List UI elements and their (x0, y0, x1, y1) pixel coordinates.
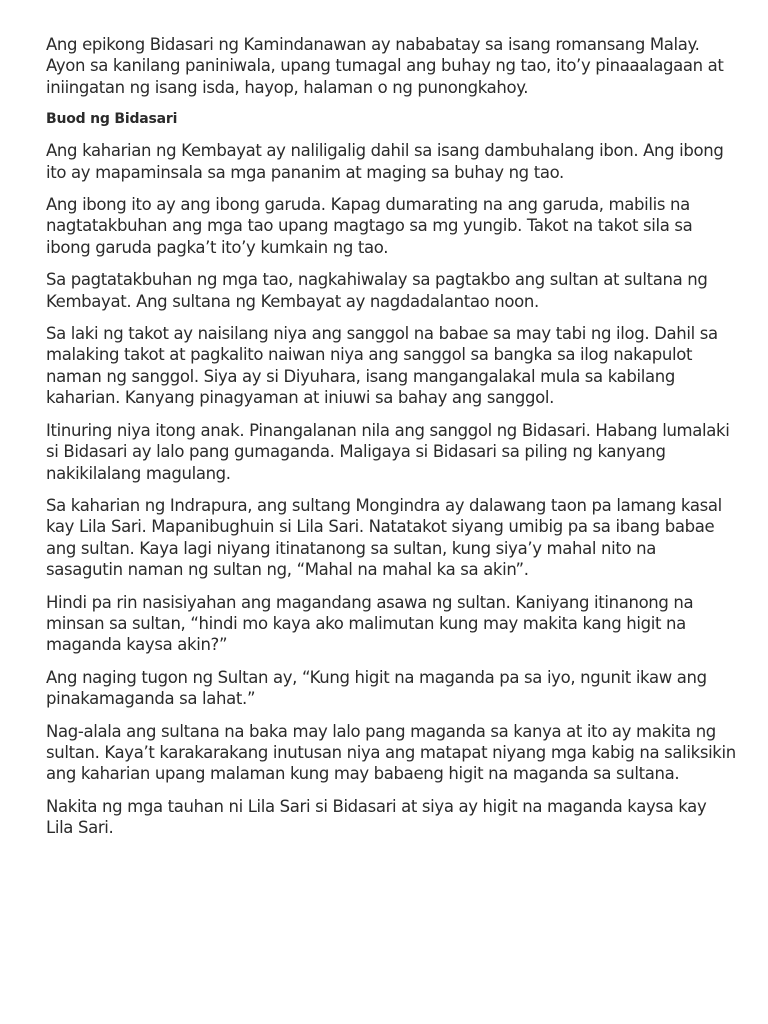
intro-paragraph: Ang epikong Bidasari ng Kamindanawan ay nababatay sa isang romansang Malay. Ayon sa kanilang paniniwala, upang tumagal ang buhay ng tao, ito’y pinaaalagaan at iniingatan ng isang isda, hayop, halaman o ng punongkahoy. (46, 35, 724, 97)
section-heading: Buod ng Bidasari (46, 111, 178, 128)
paragraph-5: Itinuring niya itong anak. Pinangalanan nila ang sanggol ng Bidasari. Habang lumalaki si Bidasari ay lalo pang gumaganda. Maligaya si Bidasari sa piling ng kanyang nakikilalang magulang. (46, 420, 730, 483)
paragraph-9: Nag-alala ang sultana na baka may lalo pang maganda sa kanya at ito ay makita ng sultan. Kaya’t karakarakang inutusan niya ang matapat niyang mga kabig na saliksikin ang kaharian upang malaman kung may babaeng higit na maganda sa sultana. (46, 721, 736, 784)
paragraph-2: Ang ibong ito ay ang ibong garuda. Kapag dumarating na ang garuda, mabilis na nagtatakbuhan ang mga tao upang magtago sa mg yungib. Takot na takot sila sa ibong garuda pagka’t ito’y kumkain ng tao. (46, 195, 693, 257)
paragraph-3: Sa pagtatakbuhan ng mga tao, nagkahiwalay sa pagtakbo ang sultan at sultana ng Kembayat. Ang sultana ng Kembayat ay nagdadalantao noon. (46, 270, 708, 311)
paragraph-7: Hindi pa rin nasisiyahan ang magandang asawa ng sultan. Kaniyang itinanong na minsan sa sultan, “hindi mo kaya ako malimutan kung may makita kang higit na maganda kaysa akin?” (46, 592, 694, 655)
paragraph-4: Sa laki ng takot ay naisilang niya ang sanggol na babae sa may tabi ng ilog. Dahil sa malaking takot at pagkalito naiwan niya ang sanggol sa bangka sa ilog nakapulot naman ng sanggol. Siya ay si Diyuhara, isang mangangalakal mula sa kabilang kaharian. Kanyang pinagyaman at iniuwi sa bahay ang sanggol. (46, 324, 718, 408)
paragraph-8: Ang naging tugon ng Sultan ay, “Kung higit na maganda pa sa iyo, ngunit ikaw ang pinakamaganda sa lahat.” (46, 667, 707, 709)
paragraph-1: Ang kaharian ng Kembayat ay naliligalig dahil sa isang dambuhalang ibon. Ang ibong ito ay mapaminsala sa mga pananim at maging sa buhay ng tao. (46, 141, 724, 182)
paragraph-6: Sa kaharian ng Indrapura, ang sultang Mongindra ay dalawang taon pa lamang kasal kay Lila Sari. Mapanibughuin si Lila Sari. Natatakot siyang umibig pa sa ibang babae ang sultan. Kaya lagi niyang itinatanong sa sultan, kung siya’y mahal nito na sasagutin naman ng sultan ng, “Mahal na mahal ka sa akin”. (46, 495, 722, 580)
paragraph-10: Nakita ng mga tauhan ni Lila Sari si Bidasari at siya ay higit na maganda kaysa kay Lila Sari. (46, 796, 707, 838)
document-page (46, 34, 736, 850)
